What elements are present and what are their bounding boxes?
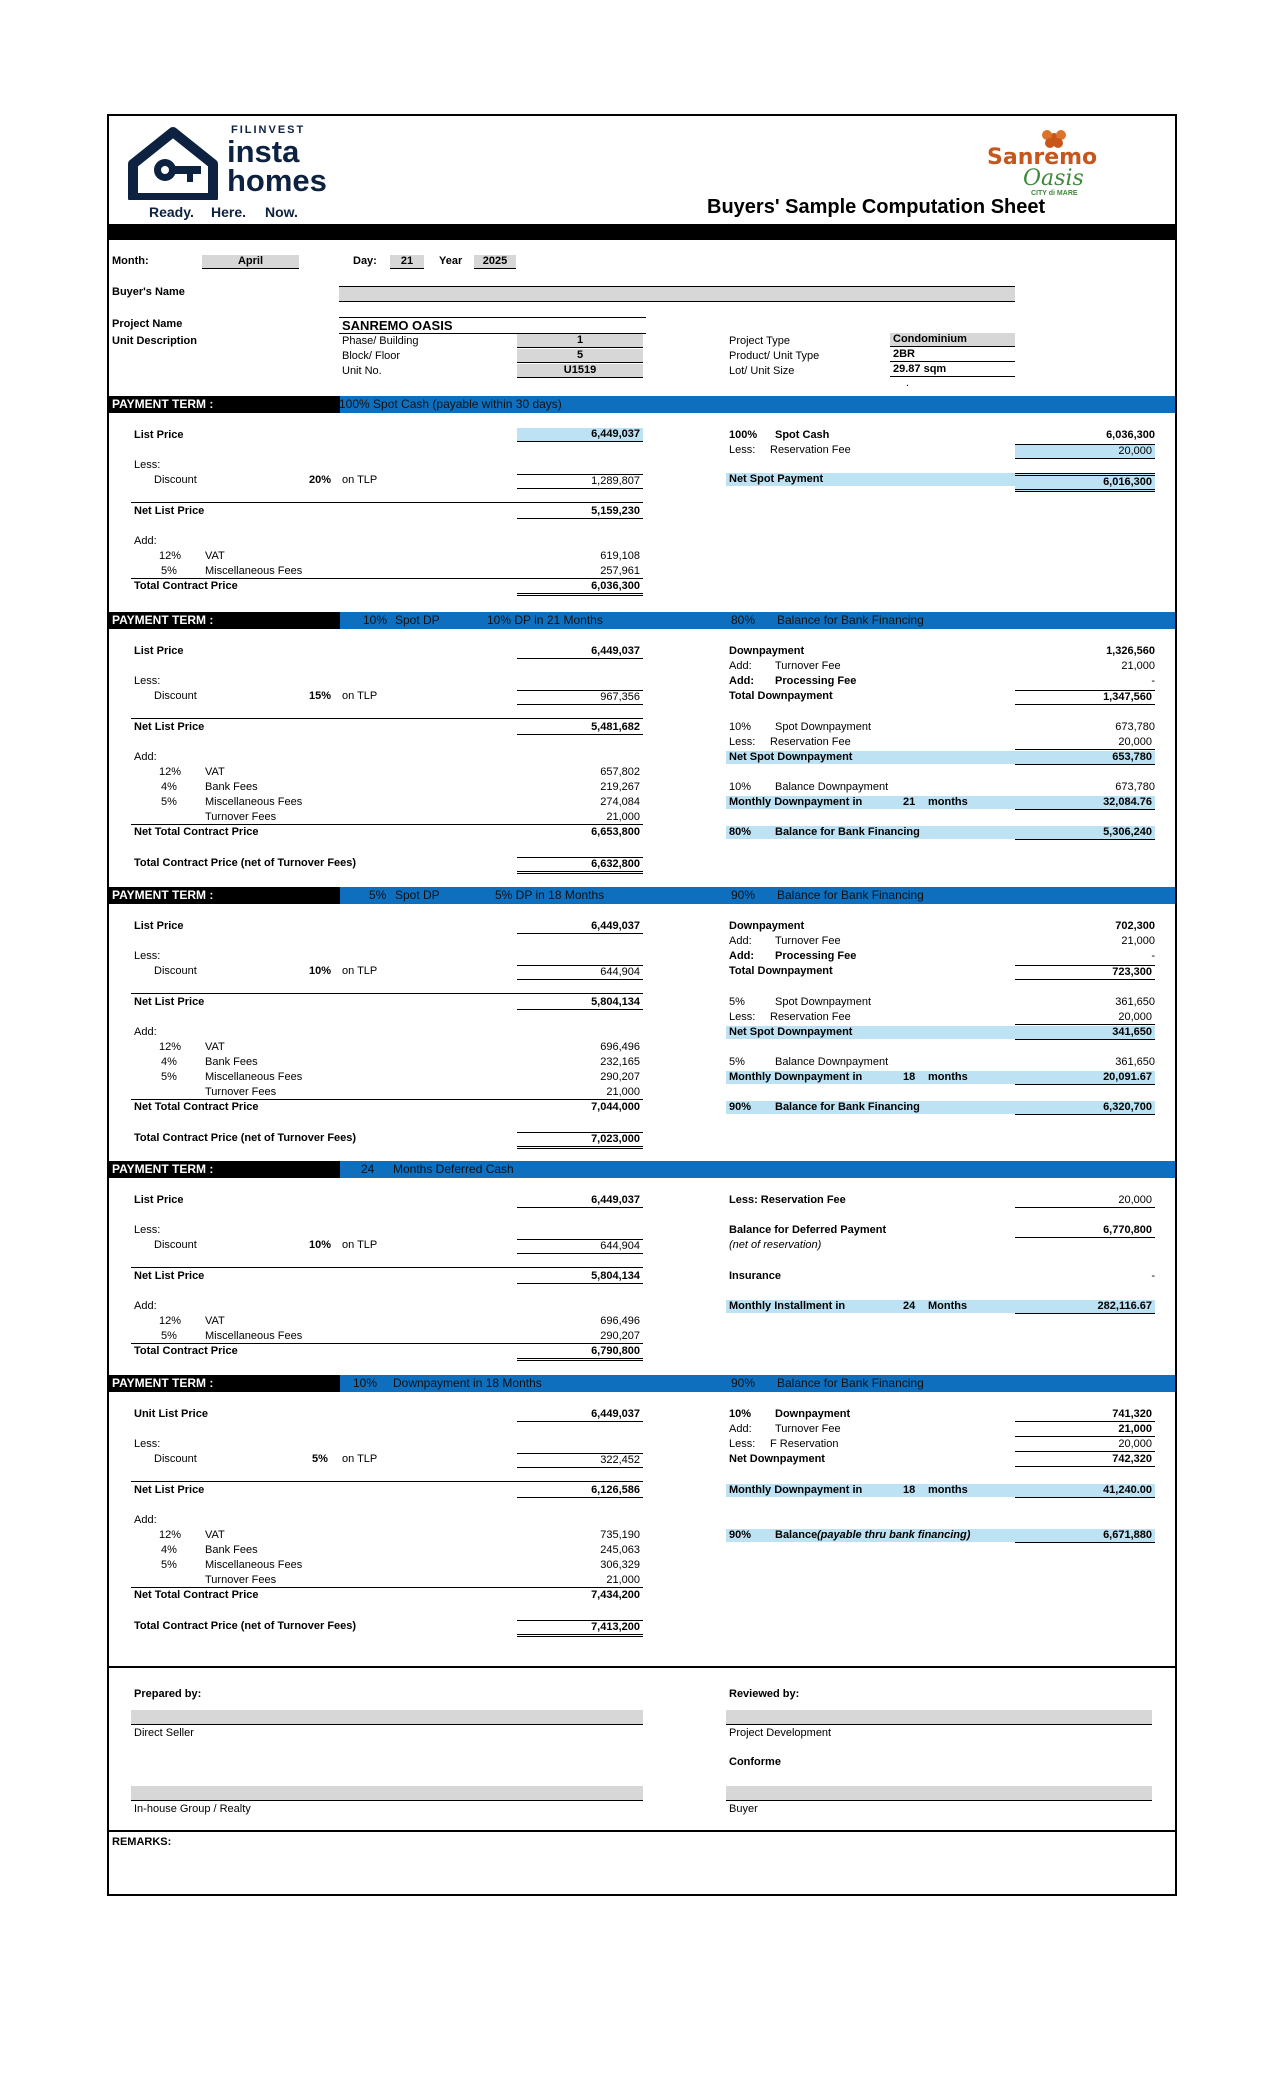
t3-misc: 290,207	[600, 1071, 640, 1083]
t4-months: 24	[903, 1300, 916, 1312]
t3-rule	[131, 993, 643, 994]
t3-list-price-label: List Price	[134, 920, 184, 932]
t4-list-price: 6,449,037	[517, 1194, 643, 1208]
t2-tcp-net-label: Total Contract Price (net of Turnover Fees)	[134, 857, 357, 869]
t2-tcp-net: 6,632,800	[517, 857, 643, 874]
t3-proc: -	[1151, 950, 1155, 962]
t2-rule	[131, 718, 643, 719]
t4-vat-label: VAT	[205, 1315, 225, 1327]
t2-bal-label: Balance Downpayment	[775, 781, 889, 793]
t1-less-r: Less:	[729, 444, 756, 456]
t2-dp-label: Downpayment	[729, 645, 805, 657]
direct-seller-label: Direct Seller	[134, 1727, 194, 1739]
t4-discount: 644,904	[517, 1239, 643, 1254]
t5-net-tcp-label: Net Total Contract Price	[134, 1589, 259, 1601]
t2-bank-r: 5,306,240	[1015, 826, 1155, 840]
t3-tcp-rule	[131, 1099, 643, 1100]
t2-vat-label: VAT	[205, 766, 225, 778]
t2-turnover-label: Turnover Fees	[205, 811, 277, 823]
t2-misc-pct: 5%	[161, 796, 177, 808]
signature-divider	[109, 1666, 1175, 1668]
t2-turnover: 21,000	[606, 811, 640, 823]
t5-turnover-label: Turnover Fees	[205, 1574, 277, 1586]
logo-line2: homes	[227, 163, 327, 198]
t1-net-list-label: Net List Price	[134, 505, 205, 517]
t2-disc-pct: 15%	[309, 690, 332, 702]
t1-vat: 619,108	[600, 550, 640, 562]
remarks-divider	[109, 1830, 1175, 1832]
buyer-label: Buyer's Name	[112, 286, 185, 298]
t3-res: 20,000	[1015, 1011, 1155, 1025]
t3-turnover-r: 21,000	[1121, 935, 1155, 947]
t3-tcp-net-label: Total Contract Price (net of Turnover Fees)	[134, 1132, 357, 1144]
t3-tcp-net: 7,023,000	[517, 1132, 643, 1149]
unit-no-field[interactable]: U1519	[517, 364, 643, 378]
t3-months-label: months	[928, 1071, 968, 1083]
t3-bal-label: Balance Downpayment	[775, 1056, 889, 1068]
t2-res: 20,000	[1015, 736, 1155, 750]
brand-city: CITY di MARE	[1031, 190, 1078, 197]
t2-bank-label: Bank Fees	[205, 781, 258, 793]
t5-list-price: 6,449,037	[517, 1408, 643, 1422]
t5-add-label: Add:	[134, 1514, 157, 1526]
t1-on-tlp: on TLP	[342, 474, 378, 486]
term2-band-bank: Balance for Bank Financing	[777, 613, 924, 627]
term2-band-spot: Spot DP	[395, 613, 440, 627]
t3-total-dp: 723,300	[1015, 965, 1155, 980]
t2-net-spot: 653,780	[1015, 751, 1155, 765]
payment-term-3-band	[109, 887, 1175, 904]
t2-bank-r-pct: 80%	[726, 826, 1017, 839]
t1-tcp-rule	[131, 578, 643, 579]
t3-bank-pct: 4%	[161, 1056, 177, 1068]
t4-monthly-label: Monthly Installment in	[726, 1300, 1017, 1313]
t5-tcp-rule	[131, 1587, 643, 1588]
t2-turnover-r: 21,000	[1121, 660, 1155, 672]
t5-discount-label: Discount	[154, 1453, 197, 1465]
t3-add2: Add:	[729, 950, 755, 962]
t2-add1: Add:	[729, 660, 752, 672]
t2-bank-r-label: Balance for Bank Financing	[775, 826, 920, 838]
unit-no-label: Unit No.	[342, 365, 382, 377]
t1-res: 20,000	[1015, 444, 1155, 459]
t3-net-list-label: Net List Price	[134, 996, 205, 1008]
buyer-signature-line[interactable]	[726, 1786, 1152, 1801]
t5-list-price-label: Unit List Price	[134, 1408, 208, 1420]
term5-band-pct: 10%	[353, 1376, 378, 1390]
lot-field[interactable]: 29.87 sqm	[890, 363, 1015, 377]
t1-vat-label: VAT	[205, 550, 225, 562]
t5-dp: 741,320	[1015, 1408, 1155, 1422]
t3-turnover-label: Turnover Fees	[205, 1086, 277, 1098]
payment-term-label: PAYMENT TERM :	[109, 1161, 340, 1178]
t2-list-price-label: List Price	[134, 645, 184, 657]
t3-on-tlp: on TLP	[342, 965, 378, 977]
t5-less-r: Less:	[729, 1438, 756, 1450]
payment-term-2-band	[109, 612, 1175, 629]
term5-band-dp: Downpayment in 18 Months	[393, 1376, 542, 1390]
t5-discount: 322,452	[517, 1453, 643, 1468]
project-type-label: Project Type	[729, 335, 790, 347]
payment-term-label: PAYMENT TERM :	[109, 1375, 340, 1392]
t3-bal-pct: 5%	[729, 1056, 745, 1068]
t5-res: 20,000	[1015, 1438, 1155, 1452]
term2-band-dp: 10% DP in 21 Months	[487, 613, 603, 627]
project-dev-label: Project Development	[729, 1727, 832, 1739]
t5-net-dp-label: Net Downpayment	[729, 1453, 825, 1465]
term2-band-pct: 10%	[363, 613, 388, 627]
t2-net-tcp: 6,653,800	[591, 826, 640, 838]
t3-monthly-label: Monthly Downpayment in	[726, 1071, 1017, 1084]
t5-rule	[131, 1481, 643, 1482]
logo-line1: insta	[227, 134, 300, 169]
t5-vat: 735,190	[600, 1529, 640, 1541]
t3-misc-pct: 5%	[161, 1071, 177, 1083]
product-field[interactable]: 2BR	[890, 348, 1015, 362]
t2-less-label: Less:	[134, 675, 161, 687]
tagline-1: Ready.	[149, 204, 194, 220]
day-label: Day:	[353, 255, 377, 267]
t5-disc-pct: 5%	[312, 1453, 328, 1465]
t2-vat: 657,802	[600, 766, 640, 778]
t5-vat-label: VAT	[205, 1529, 225, 1541]
t3-bank: 232,165	[600, 1056, 640, 1068]
t5-dp-pct: 10%	[729, 1408, 752, 1420]
brand-sanremo: Sanremo	[987, 145, 1098, 170]
t2-bank-pct: 4%	[161, 781, 177, 793]
t3-discount-label: Discount	[154, 965, 197, 977]
t2-proc: -	[1151, 675, 1155, 687]
brand-oasis: Oasis	[1023, 166, 1084, 191]
t5-net-list-label: Net List Price	[134, 1484, 205, 1496]
t4-res-label: Less: Reservation Fee	[729, 1194, 846, 1206]
t4-misc: 290,207	[600, 1330, 640, 1342]
t5-months: 18	[903, 1484, 916, 1496]
term3-band-dp: 5% DP in 18 Months	[495, 888, 605, 902]
t2-discount: 967,356	[517, 690, 643, 705]
t4-months-label: Months	[928, 1300, 968, 1312]
t5-bal: 6,671,880	[1015, 1529, 1155, 1543]
day-field[interactable]: 21	[390, 255, 424, 269]
t4-ins: -	[1151, 1270, 1155, 1282]
t3-monthly: 20,091.67	[1015, 1071, 1155, 1085]
t2-spot-label: Spot Downpayment	[775, 721, 871, 733]
t1-misc-label: Miscellaneous Fees	[205, 565, 303, 577]
t4-ins-label: Insurance	[729, 1270, 781, 1282]
project-dev-signature-line[interactable]	[726, 1710, 1152, 1725]
t4-disc-pct: 10%	[309, 1239, 332, 1251]
t5-misc-label: Miscellaneous Fees	[205, 1559, 303, 1571]
t1-net: 6,016,300	[1015, 473, 1155, 492]
t4-vat-pct: 12%	[159, 1315, 182, 1327]
t3-less-label: Less:	[134, 950, 161, 962]
page-title: Buyers' Sample Computation Sheet	[707, 196, 1046, 218]
t2-net-tcp-label: Net Total Contract Price	[134, 826, 259, 838]
t5-vat-pct: 12%	[159, 1529, 182, 1541]
t1-spot-pct: 100%	[729, 429, 758, 441]
t5-months-label: months	[928, 1484, 968, 1496]
t2-net-list-label: Net List Price	[134, 721, 205, 733]
unit-desc-label: Unit Description	[112, 335, 197, 347]
t4-rule	[131, 1267, 643, 1268]
t4-tcp-rule	[131, 1343, 643, 1344]
t2-months: 21	[903, 796, 916, 808]
t1-list-price-label: List Price	[134, 429, 184, 441]
t1-add-label: Add:	[134, 535, 157, 547]
t4-bal: 6,770,800	[1015, 1224, 1155, 1238]
t3-total-dp-label: Total Downpayment	[729, 965, 833, 977]
t1-vat-pct: 12%	[159, 550, 182, 562]
term2-band-bank-pct: 80%	[731, 613, 756, 627]
t3-months: 18	[903, 1071, 916, 1083]
house-key-icon	[127, 126, 219, 200]
phase-label: Phase/ Building	[342, 335, 419, 347]
t5-less-label: Less:	[134, 1438, 161, 1450]
t3-net-list: 5,804,134	[517, 996, 643, 1010]
block-label: Block/ Floor	[342, 350, 401, 362]
t2-discount-label: Discount	[154, 690, 197, 702]
t1-tcp-label: Total Contract Price	[134, 580, 238, 592]
t3-net-spot: 341,650	[1015, 1026, 1155, 1040]
term3-band-pct: 5%	[369, 888, 387, 902]
t2-res-label: Reservation Fee	[770, 736, 851, 748]
t2-vat-pct: 12%	[159, 766, 182, 778]
t3-misc-label: Miscellaneous Fees	[205, 1071, 303, 1083]
t4-net-list: 5,804,134	[517, 1270, 643, 1284]
inhouse-label: In-house Group / Realty	[134, 1803, 251, 1815]
t5-add: Add:	[729, 1423, 752, 1435]
t3-less-r: Less:	[729, 1011, 756, 1023]
t1-net-label: Net Spot Payment	[726, 473, 1017, 486]
t4-less-label: Less:	[134, 1224, 161, 1236]
t2-on-tlp: on TLP	[342, 690, 378, 702]
t2-total-dp: 1,347,560	[1015, 690, 1155, 705]
instahomes-logo	[127, 120, 347, 220]
t3-turnover-r-label: Turnover Fee	[775, 935, 841, 947]
t3-add1: Add:	[729, 935, 752, 947]
project-label: Project Name	[112, 318, 183, 330]
prepared-by-label: Prepared by:	[134, 1688, 202, 1700]
term3-band-bank: Balance for Bank Financing	[777, 888, 924, 902]
lot-label: Lot/ Unit Size	[729, 365, 795, 377]
product-label: Product/ Unit Type	[729, 350, 820, 362]
t3-vat-label: VAT	[205, 1041, 225, 1053]
buyer-sign-label: Buyer	[729, 1803, 758, 1815]
t5-bal-label: Balance	[775, 1529, 818, 1541]
month-label: Month:	[112, 255, 149, 267]
t4-on-tlp: on TLP	[342, 1239, 378, 1251]
t3-spot: 361,650	[1115, 996, 1155, 1008]
t1-rule	[131, 502, 643, 503]
t4-res: 20,000	[1015, 1194, 1155, 1208]
t5-turnover-r-label: Turnover Fee	[775, 1423, 841, 1435]
t1-disc-pct: 20%	[309, 474, 332, 486]
term3-band-bank-pct: 90%	[731, 888, 756, 902]
term5-band-bank-pct: 90%	[731, 1376, 756, 1390]
t2-proc-label: Processing Fee	[775, 675, 857, 687]
tagline-3: Now.	[265, 204, 298, 220]
block-field[interactable]: 5	[517, 349, 643, 363]
t5-dp-label: Downpayment	[775, 1408, 851, 1420]
t2-dp: 1,326,560	[1106, 645, 1155, 657]
t5-tcp-net: 7,413,200	[517, 1620, 643, 1637]
conforme-label: Conforme	[729, 1756, 781, 1768]
t1-less-label: Less:	[134, 459, 161, 471]
tagline-2: Here.	[211, 204, 247, 220]
t4-bal-label: Balance for Deferred Payment	[729, 1224, 887, 1236]
payment-term-1-band	[109, 396, 1175, 413]
t3-net-spot-label: Net Spot Downpayment	[726, 1026, 1017, 1039]
t5-bank-pct: 4%	[161, 1544, 177, 1556]
term1-band-text: 100% Spot Cash (payable within 30 days)	[339, 397, 562, 411]
payment-term-label: PAYMENT TERM :	[109, 396, 340, 413]
t3-bank-label: Bank Fees	[205, 1056, 258, 1068]
payment-term-4-band	[109, 1161, 1175, 1178]
t3-dp-label: Downpayment	[729, 920, 805, 932]
t3-list-price: 6,449,037	[517, 920, 643, 934]
t2-misc-label: Miscellaneous Fees	[205, 796, 303, 808]
t4-misc-pct: 5%	[161, 1330, 177, 1342]
t4-tcp: 6,790,800	[517, 1345, 643, 1361]
year-label: Year	[439, 255, 463, 267]
payment-term-5-band	[109, 1375, 1175, 1392]
t1-discount-label: Discount	[154, 474, 197, 486]
project-type-field[interactable]: Condominium	[890, 333, 1015, 347]
t4-bal-note: (net of reservation)	[729, 1239, 822, 1251]
sanremo-oasis-logo	[981, 126, 1101, 204]
t5-bank: 245,063	[600, 1544, 640, 1556]
t2-bal-pct: 10%	[729, 781, 752, 793]
inhouse-signature-line[interactable]	[131, 1786, 643, 1801]
term4-band-months: 24	[361, 1162, 375, 1176]
t4-add-label: Add:	[134, 1300, 157, 1312]
computation-sheet	[107, 114, 1177, 1896]
t4-vat: 696,496	[600, 1315, 640, 1327]
t5-res-label: F Reservation	[770, 1438, 839, 1450]
t3-turnover: 21,000	[606, 1086, 640, 1098]
t3-bal: 361,650	[1115, 1056, 1155, 1068]
reviewed-by-label: Reviewed by:	[729, 1688, 800, 1700]
t5-on-tlp: on TLP	[342, 1453, 378, 1465]
t3-bank-r: 6,320,700	[1015, 1101, 1155, 1115]
year-field[interactable]: 2025	[474, 255, 516, 269]
t2-monthly-label: Monthly Downpayment in	[726, 796, 1017, 809]
t4-tcp-label: Total Contract Price	[134, 1345, 238, 1357]
t4-list-price-label: List Price	[134, 1194, 184, 1206]
t2-monthly: 32,084.76	[1015, 796, 1155, 810]
t5-bank-label: Bank Fees	[205, 1544, 258, 1556]
t3-dp: 702,300	[1115, 920, 1155, 932]
t2-total-dp-label: Total Downpayment	[729, 690, 833, 702]
term4-band-text: Months Deferred Cash	[393, 1162, 514, 1176]
t2-tcp-rule	[131, 824, 643, 825]
t4-monthly: 282,116.67	[1015, 1300, 1155, 1314]
direct-seller-signature-line[interactable]	[131, 1710, 643, 1725]
t3-add-label: Add:	[134, 1026, 157, 1038]
t2-bal: 673,780	[1115, 781, 1155, 793]
t3-bank-r-label: Balance for Bank Financing	[775, 1101, 920, 1113]
t5-turnover-r: 21,000	[1015, 1423, 1155, 1437]
t2-less-r: Less:	[729, 736, 756, 748]
buyer-field[interactable]	[339, 286, 1015, 302]
t2-spot: 673,780	[1115, 721, 1155, 733]
t2-net-list: 5,481,682	[517, 721, 643, 735]
t2-add-label: Add:	[134, 751, 157, 763]
t5-monthly: 41,240.00	[1015, 1484, 1155, 1498]
t1-list-price: 6,449,037	[517, 428, 643, 442]
t5-net-tcp: 7,434,200	[591, 1589, 640, 1601]
t3-disc-pct: 10%	[309, 965, 332, 977]
t5-turnover: 21,000	[606, 1574, 640, 1586]
t3-discount: 644,904	[517, 965, 643, 980]
t2-add2: Add:	[729, 675, 755, 687]
t2-turnover-r-label: Turnover Fee	[775, 660, 841, 672]
t3-proc-label: Processing Fee	[775, 950, 857, 962]
t3-spot-pct: 5%	[729, 996, 745, 1008]
t4-net-list-label: Net List Price	[134, 1270, 205, 1282]
t3-spot-label: Spot Downpayment	[775, 996, 871, 1008]
header-black-bar	[109, 224, 1175, 240]
t1-net-list: 5,159,230	[517, 505, 643, 519]
t2-bank: 219,267	[600, 781, 640, 793]
t3-vat: 696,496	[600, 1041, 640, 1053]
t3-bank-r-pct: 90%	[726, 1101, 1017, 1114]
t5-bal-note: (payable thru bank financing)	[817, 1529, 971, 1541]
t2-months-label: months	[928, 796, 968, 808]
t5-bal-pct: 90%	[726, 1529, 1017, 1542]
term3-band-spot: Spot DP	[395, 888, 440, 902]
payment-term-label: PAYMENT TERM :	[109, 612, 340, 629]
t3-vat-pct: 12%	[159, 1041, 182, 1053]
t5-net-dp: 742,320	[1015, 1453, 1155, 1467]
t3-res-label: Reservation Fee	[770, 1011, 851, 1023]
t5-net-list: 6,126,586	[517, 1484, 643, 1498]
t5-misc-pct: 5%	[161, 1559, 177, 1571]
phase-field[interactable]: 1	[517, 334, 643, 348]
t1-misc: 257,961	[600, 565, 640, 577]
t2-misc: 274,084	[600, 796, 640, 808]
t4-discount-label: Discount	[154, 1239, 197, 1251]
t4-misc-label: Miscellaneous Fees	[205, 1330, 303, 1342]
dot-mark: .	[906, 377, 910, 389]
t3-net-tcp-label: Net Total Contract Price	[134, 1101, 259, 1113]
t5-misc: 306,329	[600, 1559, 640, 1571]
t1-res-label: Reservation Fee	[770, 444, 851, 456]
term5-band-bank: Balance for Bank Financing	[777, 1376, 924, 1390]
t2-net-spot-label: Net Spot Downpayment	[726, 751, 1017, 764]
t5-tcp-net-label: Total Contract Price (net of Turnover Fees)	[134, 1620, 357, 1632]
t1-spot: 6,036,300	[1106, 429, 1155, 441]
logo-top: FILINVEST	[231, 124, 306, 136]
t1-discount: 1,289,807	[517, 474, 643, 489]
t1-spot-label: Spot Cash	[775, 429, 830, 441]
t1-misc-pct: 5%	[161, 565, 177, 577]
t2-list-price: 6,449,037	[517, 645, 643, 659]
month-field[interactable]: April	[202, 255, 299, 269]
t1-tcp: 6,036,300	[517, 580, 643, 596]
project-field[interactable]: SANREMO OASIS	[339, 317, 646, 334]
t5-monthly-label: Monthly Downpayment in	[726, 1484, 1017, 1497]
t2-spot-pct: 10%	[729, 721, 752, 733]
payment-term-label: PAYMENT TERM :	[109, 887, 340, 904]
remarks-label: REMARKS:	[112, 1836, 172, 1848]
t3-net-tcp: 7,044,000	[591, 1101, 640, 1113]
